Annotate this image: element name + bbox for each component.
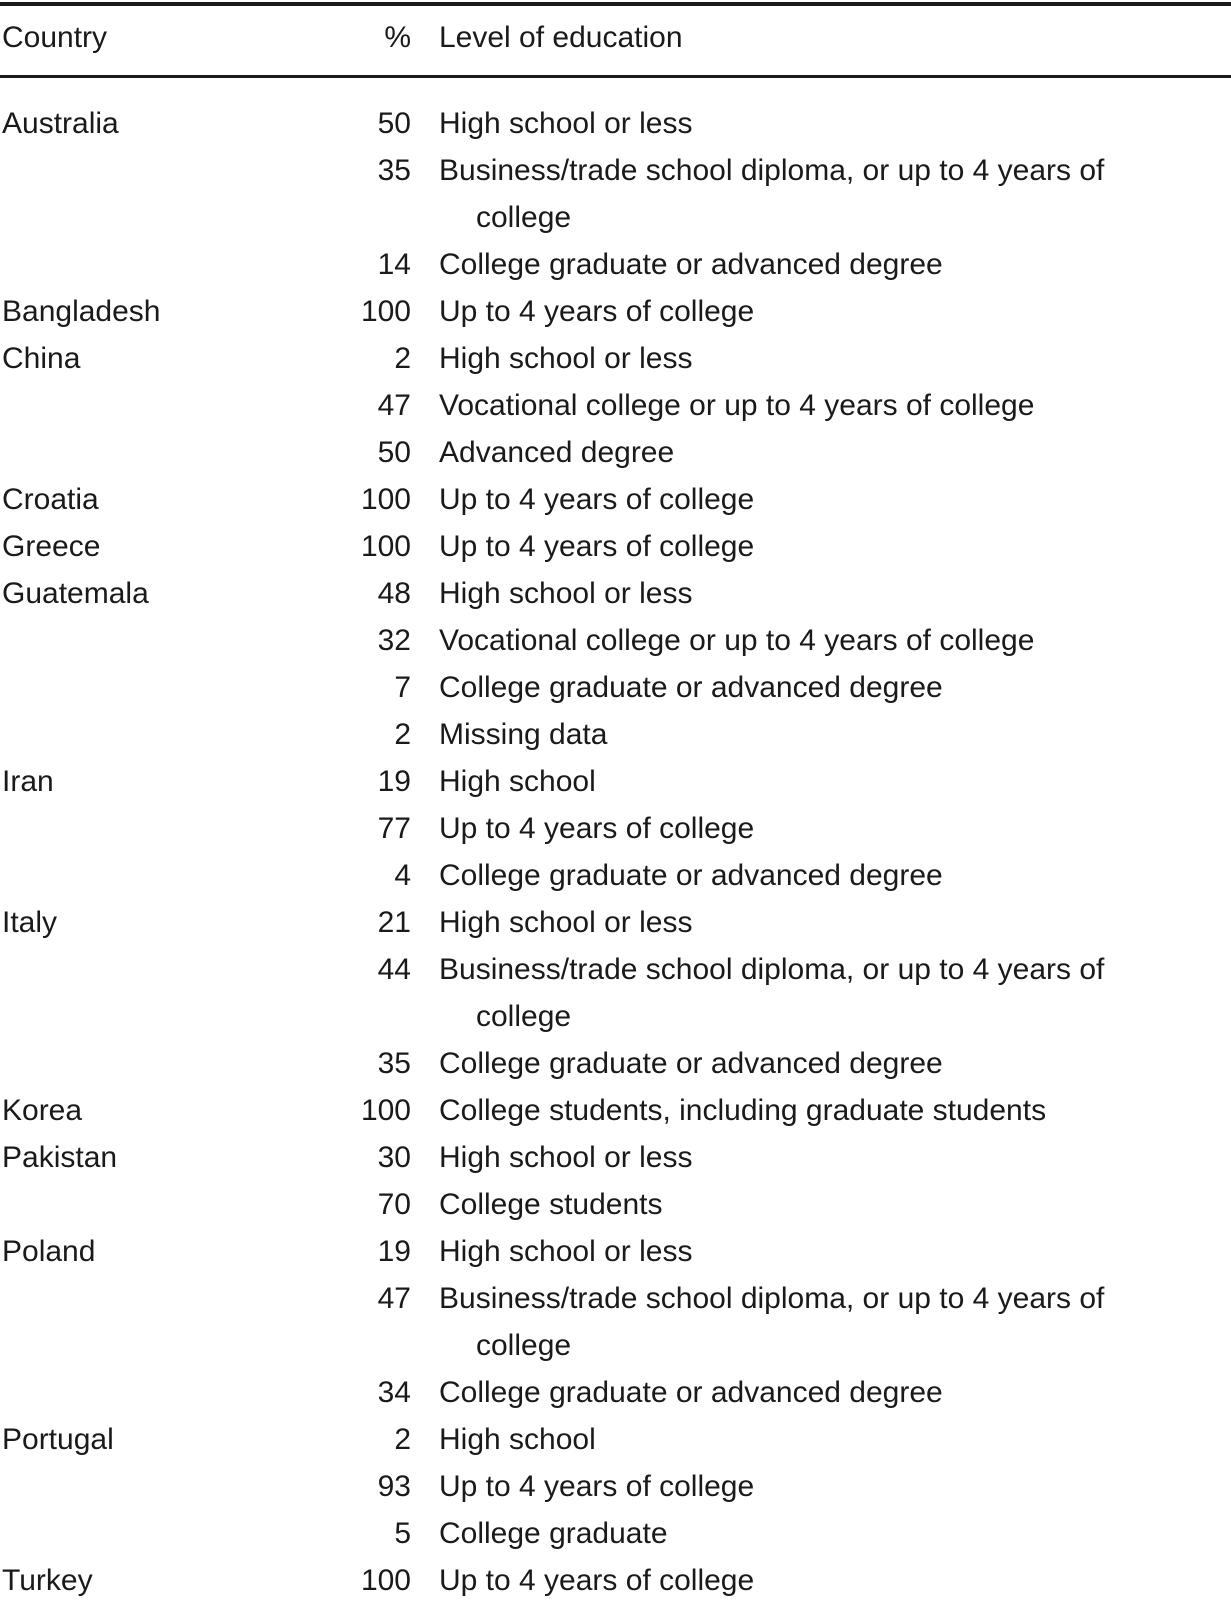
table-row [0,523,1231,570]
cell-country: Pakistan [2,1141,118,1174]
cell-percent: 100 [360,483,411,516]
cell-country [0,1510,262,1557]
cell-level-of-education: Up to 4 years of college [439,1470,755,1503]
cell-percent: 100 [360,530,411,563]
cell-country [0,1181,262,1228]
table-row [0,664,1231,711]
header-spacer-cell-level [425,76,1231,100]
cell-percent: 19 [377,765,411,798]
cell-level-of-education: High school or less [439,342,693,375]
cell-percent: 50 [377,436,411,469]
cell-level-of-education: High school [439,1423,596,1456]
cell-country: Greece [2,530,101,563]
table-row [0,1463,1231,1510]
table-body [0,76,1231,1604]
table-row [0,570,1231,617]
cell-percent: 4 [394,859,411,892]
cell-level-of-education: Up to 4 years of college [439,812,755,845]
cell-country [0,241,262,288]
cell-level-of-education: College graduate or advanced degree [439,859,943,892]
cell-level-of-education: College students [439,1188,663,1221]
cell-country [0,147,262,241]
cell-level-of-education: Vocational college or up to 4 years of college [439,624,1035,657]
cell-level-of-education: Business/trade school diploma, or up to 4 years of college [439,953,1105,1033]
table-row [0,1369,1231,1416]
cell-level-of-education: Up to 4 years of college [439,530,755,563]
cell-level-of-education: College graduate or advanced degree [439,248,943,281]
cell-country: Iran [2,765,54,798]
table-header-row [0,0,1231,76]
cell-percent: 21 [377,906,411,939]
cell-country [0,429,262,476]
table-row [0,382,1231,429]
cell-country [0,805,262,852]
table-row [0,617,1231,664]
table-row [0,1510,1231,1557]
column-header-country: Country [2,21,108,54]
cell-percent: 32 [377,624,411,657]
cell-country [0,852,262,899]
cell-percent: 47 [377,1282,411,1315]
cell-level-of-education: High school or less [439,107,693,140]
cell-level-of-education: Vocational college or up to 4 years of college [439,389,1035,422]
cell-percent: 100 [360,1564,411,1597]
cell-percent: 100 [360,295,411,328]
header-spacer-cell-percent [262,76,425,100]
table-row [0,1134,1231,1181]
column-header-percent: % [384,21,411,54]
cell-percent: 47 [377,389,411,422]
cell-level-of-education: College graduate or advanced degree [439,671,943,704]
cell-country [0,382,262,429]
cell-percent: 19 [377,1235,411,1268]
cell-country [0,664,262,711]
header-spacer-row [0,76,1231,100]
cell-percent: 77 [377,812,411,845]
table-row [0,899,1231,946]
cell-percent: 70 [377,1188,411,1221]
cell-country: China [2,342,81,375]
cell-percent: 50 [377,107,411,140]
table-row [0,1228,1231,1275]
cell-country: Poland [2,1235,96,1268]
cell-country: Australia [2,107,119,140]
table-row [0,1275,1231,1369]
cell-level-of-education: Business/trade school diploma, or up to 4 years of college [439,154,1105,234]
cell-percent: 35 [377,1047,411,1080]
cell-level-of-education: College graduate or advanced degree [439,1047,943,1080]
cell-percent: 48 [377,577,411,610]
header-spacer-cell-country [0,76,262,100]
table-row [0,852,1231,899]
cell-level-of-education: Up to 4 years of college [439,483,755,516]
cell-country [0,1275,262,1369]
cell-percent: 44 [377,953,411,986]
cell-country [0,1369,262,1416]
cell-level-of-education: College graduate [439,1517,668,1550]
table-row [0,476,1231,523]
cell-percent: 100 [360,1094,411,1127]
cell-country [0,711,262,758]
cell-level-of-education: Up to 4 years of college [439,295,755,328]
cell-country: Bangladesh [2,295,161,328]
cell-percent: 5 [394,1517,411,1550]
table-row [0,758,1231,805]
table-row [0,805,1231,852]
table-row [0,147,1231,241]
table-row [0,100,1231,147]
table-row [0,1416,1231,1463]
cell-level-of-education: Missing data [439,718,608,751]
cell-country: Guatemala [2,577,149,610]
cell-country: Turkey [2,1564,93,1597]
cell-percent: 35 [377,154,411,187]
cell-percent: 93 [377,1470,411,1503]
cell-percent: 14 [377,248,411,281]
column-header-level-of-education: Level of education [439,21,683,54]
table-row [0,288,1231,335]
cell-country: Portugal [2,1423,114,1456]
cell-level-of-education: College students, including graduate students [439,1094,1047,1127]
table-row [0,946,1231,1040]
cell-level-of-education: College graduate or advanced degree [439,1376,943,1409]
cell-percent: 2 [394,718,411,751]
cell-level-of-education: High school or less [439,577,693,610]
cell-level-of-education: High school or less [439,1235,693,1268]
cell-level-of-education: High school or less [439,1141,693,1174]
cell-percent: 30 [377,1141,411,1174]
cell-country [0,617,262,664]
table-row [0,1087,1231,1134]
cell-percent: 34 [377,1376,411,1409]
cell-country: Croatia [2,483,99,516]
cell-country: Korea [2,1094,83,1127]
cell-level-of-education: High school or less [439,906,693,939]
table-row [0,429,1231,476]
cell-percent: 7 [394,671,411,704]
table-row [0,335,1231,382]
table-row [0,1181,1231,1228]
table-row [0,241,1231,288]
cell-level-of-education: Business/trade school diploma, or up to 4 years of college [439,1282,1105,1362]
cell-percent: 2 [394,342,411,375]
cell-level-of-education: High school [439,765,596,798]
cell-country [0,1040,262,1087]
table-row [0,711,1231,758]
cell-percent: 2 [394,1423,411,1456]
cell-level-of-education: Advanced degree [439,436,675,469]
cell-country: Italy [2,906,58,939]
cell-country [0,946,262,1040]
table-row [0,1040,1231,1087]
table-row [0,1557,1231,1604]
cell-country [0,1463,262,1510]
cell-level-of-education: Up to 4 years of college [439,1564,755,1597]
